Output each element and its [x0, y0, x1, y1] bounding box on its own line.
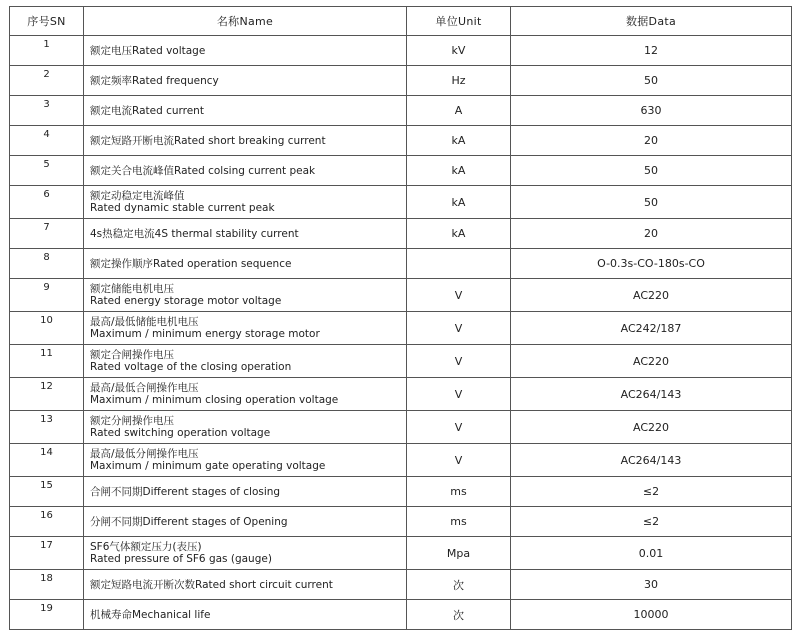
row-sn: 17 [10, 537, 84, 570]
header-unit: 单位Unit [407, 7, 511, 36]
row-name [84, 96, 407, 126]
table-row [10, 279, 792, 312]
table-row [10, 537, 792, 570]
row-sn: 12 [10, 378, 84, 411]
row-data: 50 [511, 66, 792, 96]
row-data: ≤2 [511, 507, 792, 537]
row-data: AC242/187 [511, 312, 792, 345]
table-row [10, 249, 792, 279]
row-name-line1: 额定电流Rated current [90, 104, 204, 117]
row-name-line2: Rated energy storage motor voltage [90, 295, 282, 307]
row-name-line1: 额定频率Rated frequency [90, 74, 219, 87]
header-sn: 序号SN [10, 7, 84, 36]
row-sn: 3 [10, 96, 84, 126]
row-name-line2: Rated dynamic stable current peak [90, 202, 275, 214]
row-data: 20 [511, 219, 792, 249]
row-name [84, 600, 407, 630]
row-sn: 6 [10, 186, 84, 219]
row-unit: 次 [407, 600, 511, 630]
row-sn: 8 [10, 249, 84, 279]
row-name [84, 66, 407, 96]
row-name [84, 126, 407, 156]
table-row [10, 507, 792, 537]
row-name-line1: 合闸不同期Different stages of closing [90, 485, 281, 498]
row-name [84, 411, 407, 444]
row-unit: ms [407, 477, 511, 507]
row-sn: 15 [10, 477, 84, 507]
row-unit: kA [407, 219, 511, 249]
row-data: 0.01 [511, 537, 792, 570]
table-row [10, 411, 792, 444]
row-data: 12 [511, 36, 792, 66]
row-name [84, 249, 407, 279]
row-unit: V [407, 279, 511, 312]
row-name [84, 477, 407, 507]
row-name [84, 36, 407, 66]
row-data: AC220 [511, 411, 792, 444]
row-sn: 5 [10, 156, 84, 186]
parameter-table [9, 6, 792, 630]
row-unit: A [407, 96, 511, 126]
row-sn: 11 [10, 345, 84, 378]
row-sn: 7 [10, 219, 84, 249]
row-name-line1: SF6气体额定压力(表压) [90, 541, 202, 553]
row-unit: kA [407, 186, 511, 219]
row-unit: V [407, 312, 511, 345]
row-unit: kV [407, 36, 511, 66]
table-row [10, 36, 792, 66]
row-data: AC264/143 [511, 378, 792, 411]
row-name-line2: Maximum / minimum energy storage motor [90, 328, 320, 340]
row-unit: Mpa [407, 537, 511, 570]
table-row [10, 378, 792, 411]
row-sn: 16 [10, 507, 84, 537]
row-unit: kA [407, 156, 511, 186]
table-row [10, 126, 792, 156]
row-name-line1: 额定电压Rated voltage [90, 44, 206, 57]
row-name-line1: 机械寿命Mechanical life [90, 608, 211, 621]
row-data: AC220 [511, 279, 792, 312]
row-unit: Hz [407, 66, 511, 96]
row-unit: 次 [407, 570, 511, 600]
row-unit: kA [407, 126, 511, 156]
row-sn: 2 [10, 66, 84, 96]
row-sn: 13 [10, 411, 84, 444]
row-unit: V [407, 444, 511, 477]
row-sn: 9 [10, 279, 84, 312]
row-sn: 1 [10, 36, 84, 66]
row-name [84, 279, 407, 312]
row-data: 50 [511, 156, 792, 186]
table-row [10, 477, 792, 507]
row-data: 20 [511, 126, 792, 156]
row-name-line2: Rated voltage of the closing operation [90, 361, 292, 373]
table-row [10, 312, 792, 345]
table-row [10, 66, 792, 96]
row-unit: V [407, 411, 511, 444]
row-data: AC264/143 [511, 444, 792, 477]
table-row [10, 96, 792, 126]
row-sn: 18 [10, 570, 84, 600]
row-name [84, 186, 407, 219]
row-name-line1: 额定分闸操作电压 [90, 415, 174, 427]
row-name [84, 570, 407, 600]
row-name-line1: 额定短路开断电流Rated short breaking current [90, 134, 326, 147]
table-row [10, 600, 792, 630]
row-unit: ms [407, 507, 511, 537]
row-sn: 10 [10, 312, 84, 345]
row-name-line1: 分闸不同期Different stages of Opening [90, 515, 288, 528]
row-name-line1: 额定储能电机电压 [90, 283, 174, 295]
row-name-line1: 最高/最低分闸操作电压 [90, 448, 199, 460]
row-sn: 14 [10, 444, 84, 477]
row-data: ≤2 [511, 477, 792, 507]
row-name-line1: 最高/最低储能电机电压 [90, 316, 199, 328]
table-row [10, 156, 792, 186]
table-row [10, 219, 792, 249]
row-sn: 4 [10, 126, 84, 156]
table-row [10, 186, 792, 219]
row-name-line2: Rated pressure of SF6 gas (gauge) [90, 553, 272, 565]
row-unit: V [407, 378, 511, 411]
row-data: 630 [511, 96, 792, 126]
header-row [10, 7, 792, 36]
row-name-line1: 额定操作顺序Rated operation sequence [90, 257, 292, 270]
header-name: 名称Name [84, 7, 407, 36]
row-sn: 19 [10, 600, 84, 630]
table-body [10, 36, 792, 630]
row-name-line1: 额定短路电流开断次数Rated short circuit current [90, 578, 333, 591]
row-name-line2: Maximum / minimum gate operating voltage [90, 460, 326, 472]
row-data: 50 [511, 186, 792, 219]
row-data: 30 [511, 570, 792, 600]
row-data: 10000 [511, 600, 792, 630]
row-name-line1: 额定动稳定电流峰值 [90, 190, 185, 202]
row-name [84, 378, 407, 411]
header-data: 数据Data [511, 7, 792, 36]
row-name [84, 156, 407, 186]
row-data: O-0.3s-CO-180s-CO [511, 249, 792, 279]
row-name-line1: 最高/最低合闸操作电压 [90, 382, 199, 394]
row-name-line1: 额定关合电流峰值Rated colsing current peak [90, 164, 316, 177]
row-name-line1: 额定合闸操作电压 [90, 349, 174, 361]
row-name [84, 345, 407, 378]
row-data: AC220 [511, 345, 792, 378]
row-name-line1: 4s热稳定电流4S thermal stability current [90, 227, 299, 240]
row-unit [407, 249, 511, 279]
spec-table [9, 6, 791, 622]
table-row [10, 444, 792, 477]
row-name [84, 312, 407, 345]
table-row [10, 570, 792, 600]
row-name [84, 219, 407, 249]
row-name [84, 444, 407, 477]
table-row [10, 345, 792, 378]
row-unit: V [407, 345, 511, 378]
row-name [84, 507, 407, 537]
row-name-line2: Maximum / minimum closing operation voltage [90, 394, 339, 406]
row-name [84, 537, 407, 570]
row-name-line2: Rated switching operation voltage [90, 427, 271, 439]
